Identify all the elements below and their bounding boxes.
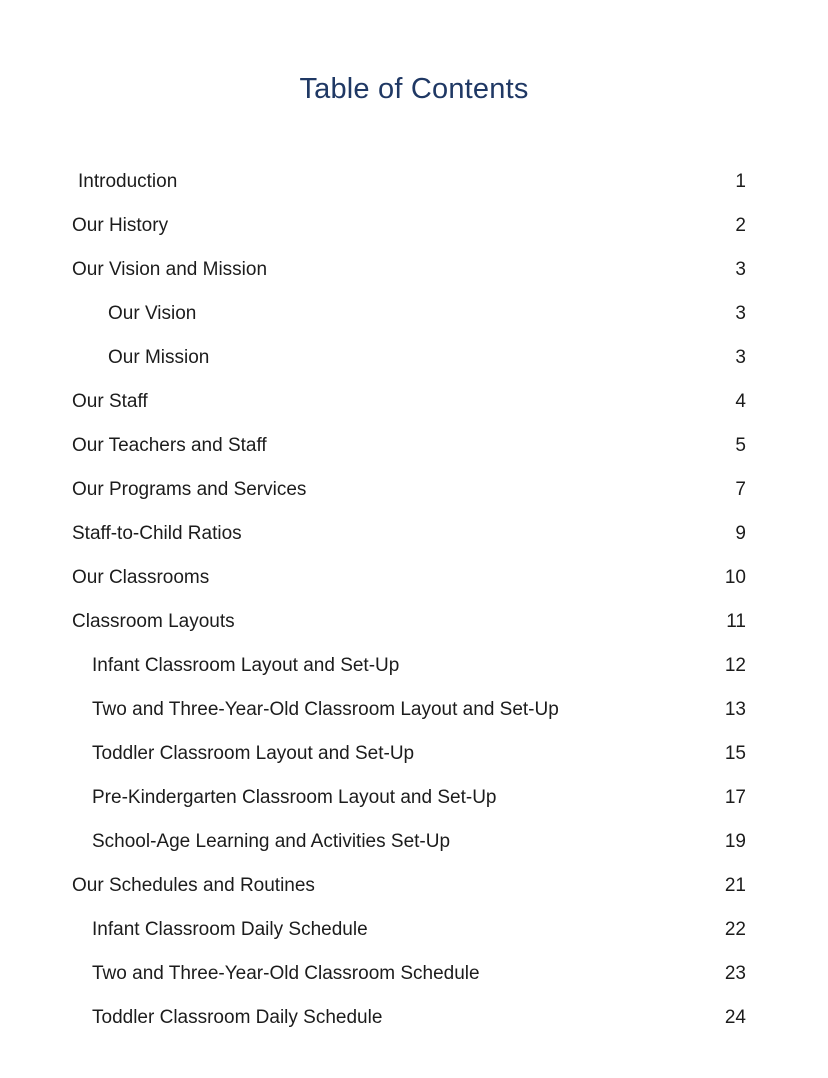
toc-entry-label: Two and Three-Year-Old Classroom Layout and Set-Up (92, 699, 559, 720)
toc-entry-label: Our Programs and Services (72, 479, 307, 500)
toc-entry (72, 996, 746, 1040)
toc-entry-label: Our History (72, 215, 169, 236)
toc-entry (72, 248, 746, 292)
toc-entry (72, 776, 746, 820)
toc-entry (72, 424, 746, 468)
toc-entry (72, 600, 746, 644)
toc-entry (72, 732, 746, 776)
toc-entry-label: Toddler Classroom Daily Schedule (92, 1007, 383, 1028)
toc-entry-page-number: 3 (735, 303, 746, 324)
toc-entry (72, 952, 746, 996)
toc-list (72, 160, 746, 1040)
toc-entry-page-number: 5 (735, 435, 746, 456)
toc-entry (72, 160, 746, 204)
toc-entry-label: Classroom Layouts (72, 611, 235, 632)
toc-entry-page-number: 2 (735, 215, 746, 236)
toc-entry-page-number: 11 (726, 611, 746, 632)
toc-entry-page-number: 4 (735, 391, 746, 412)
toc-entry-page-number: 1 (735, 171, 746, 192)
toc-entry-label: Infant Classroom Layout and Set-Up (92, 655, 400, 676)
toc-entry-label: School-Age Learning and Activities Set-Up (92, 831, 451, 852)
toc-entry-label: Our Staff (72, 391, 148, 412)
toc-entry-label: Our Mission (108, 347, 210, 368)
toc-entry-label: Toddler Classroom Layout and Set-Up (92, 743, 415, 764)
toc-entry-page-number: 23 (724, 963, 746, 984)
toc-entry-page-number: 9 (735, 523, 746, 544)
toc-entry-page-number: 3 (735, 259, 746, 280)
toc-entry (72, 380, 746, 424)
toc-entry (72, 336, 746, 380)
toc-entry-page-number: 17 (724, 787, 746, 808)
toc-entry (72, 292, 746, 336)
toc-entry-page-number: 19 (724, 831, 746, 852)
toc-entry-page-number: 12 (724, 655, 746, 676)
toc-entry (72, 820, 746, 864)
toc-entry (72, 688, 746, 732)
toc-entry (72, 204, 746, 248)
toc-entry-page-number: 22 (724, 919, 746, 940)
toc-entry (72, 556, 746, 600)
toc-entry-label: Two and Three-Year-Old Classroom Schedule (92, 963, 480, 984)
toc-entry (72, 468, 746, 512)
toc-entry-page-number: 10 (724, 567, 746, 588)
toc-entry-page-number: 15 (724, 743, 746, 764)
toc-entry-page-number: 3 (735, 347, 746, 368)
toc-entry-label: Our Classrooms (72, 567, 210, 588)
toc-entry (72, 644, 746, 688)
toc-entry-label: Our Vision and Mission (72, 259, 268, 280)
toc-entry-label: Infant Classroom Daily Schedule (92, 919, 368, 940)
toc-entry-label: Our Teachers and Staff (72, 435, 267, 456)
toc-entry (72, 908, 746, 952)
toc-entry (72, 864, 746, 908)
toc-entry-label: Staff-to-Child Ratios (72, 523, 242, 544)
toc-entry-page-number: 24 (724, 1007, 746, 1028)
toc-entry-label: Our Vision (108, 303, 197, 324)
toc-entry-page-number: 21 (724, 875, 746, 896)
toc-entry-label: Pre-Kindergarten Classroom Layout and Set-Up (92, 787, 497, 808)
toc-entry-label: Introduction (78, 171, 178, 192)
toc-entry-page-number: 7 (735, 479, 746, 500)
toc-entry (72, 512, 746, 556)
page-title: Table of Contents (299, 73, 529, 105)
toc-entry-label: Our Schedules and Routines (72, 875, 315, 896)
toc-entry-page-number: 13 (724, 699, 746, 720)
